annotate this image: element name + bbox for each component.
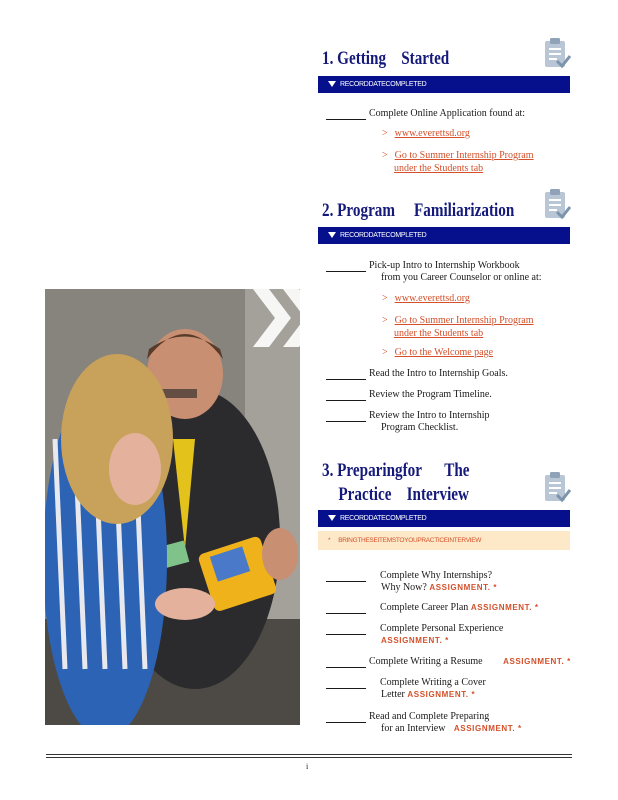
link-item[interactable] — [382, 292, 470, 305]
clipboard-check-icon — [543, 37, 571, 69]
date-blank[interactable] — [326, 679, 366, 689]
section-3-title: 3. Preparingfor The Practice Interview — [322, 461, 470, 505]
arrow-bullet-icon: > — [382, 315, 388, 326]
chevron-arrows-icon — [253, 289, 300, 347]
section-3-header-bar — [318, 510, 570, 527]
bring-items-note: * BRINGTHESEITEMSTOYOUPRACTICEINTERVIEW — [318, 531, 570, 550]
date-blank[interactable] — [326, 604, 366, 614]
section-1-header-bar — [318, 76, 570, 93]
arrow-bullet-icon: > — [382, 128, 388, 139]
footer-rule — [46, 757, 572, 758]
link-item[interactable] — [382, 149, 534, 175]
date-blank[interactable] — [326, 370, 366, 380]
page-number: i — [306, 762, 309, 771]
checklist-item: Complete Personal Experience ASSIGNMENT. * — [326, 623, 503, 647]
link-item[interactable] — [382, 314, 534, 340]
section-1-title: 1. Getting Started — [322, 49, 450, 69]
link-item[interactable] — [382, 346, 493, 359]
checklist-item: Review the Program Timeline. — [326, 389, 492, 401]
student-photo — [45, 289, 300, 725]
date-blank[interactable] — [326, 572, 366, 582]
checklist-item: Complete Writing a Cover Letter ASSIGNMENT. * — [326, 677, 486, 701]
checklist-item: Read and Complete Preparing for an Interview ASSIGNMENT. * — [326, 711, 522, 735]
triangle-down-icon — [328, 515, 336, 521]
checklist-item: Read the Intro to Internship Goals. — [326, 368, 508, 380]
date-blank[interactable] — [326, 391, 366, 401]
checklist-item: Complete Writing a Resume ASSIGNMENT. * — [326, 656, 571, 668]
date-blank[interactable] — [326, 713, 366, 723]
summer-internship-link[interactable]: Go to Summer Internship Program — [394, 150, 534, 161]
photo-illustration — [45, 289, 300, 725]
summer-internship-link-line2[interactable]: under the Students tab — [394, 328, 484, 339]
section-2-title: 2. Program Familiarization — [322, 201, 515, 221]
welcome-page-link[interactable]: Go to the Welcome page — [394, 347, 494, 358]
asterisk-icon: * — [328, 537, 331, 544]
checklist-item: Pick-up Intro to Internship Workbook from you Career Counselor or online at: — [326, 260, 542, 284]
date-blank[interactable] — [326, 262, 366, 272]
checklist-item: Review the Intro to Internship Program Checklist. — [326, 410, 490, 434]
triangle-down-icon — [328, 81, 336, 87]
record-date-completed-label: RECORDDATECOMPLETED — [340, 515, 427, 522]
section-2-header-bar — [318, 227, 570, 244]
triangle-down-icon — [328, 232, 336, 238]
date-blank[interactable] — [326, 110, 366, 120]
everettsd-link[interactable]: www.everettsd.org — [394, 128, 470, 139]
clipboard-check-icon — [543, 471, 571, 503]
checklist-item: Complete Online Application found at: — [326, 108, 525, 120]
footer-rule — [46, 754, 572, 755]
arrow-bullet-icon: > — [382, 150, 388, 161]
checklist-item: Complete Why Internships? Why Now? ASSIGNMENT. * — [326, 570, 497, 594]
checklist-item: Complete Career Plan ASSIGNMENT. * — [326, 602, 539, 614]
date-blank[interactable] — [326, 658, 366, 668]
record-date-completed-label: RECORDDATECOMPLETED — [340, 81, 427, 88]
everettsd-link[interactable]: www.everettsd.org — [394, 293, 470, 304]
record-date-completed-label: RECORDDATECOMPLETED — [340, 232, 427, 239]
clipboard-check-icon — [543, 188, 571, 220]
arrow-bullet-icon: > — [382, 293, 388, 304]
summer-internship-link-line2[interactable]: under the Students tab — [394, 163, 484, 174]
date-blank[interactable] — [326, 412, 366, 422]
summer-internship-link[interactable]: Go to Summer Internship Program — [394, 315, 534, 326]
link-item[interactable] — [382, 127, 470, 140]
arrow-bullet-icon: > — [382, 347, 388, 358]
date-blank[interactable] — [326, 625, 366, 635]
